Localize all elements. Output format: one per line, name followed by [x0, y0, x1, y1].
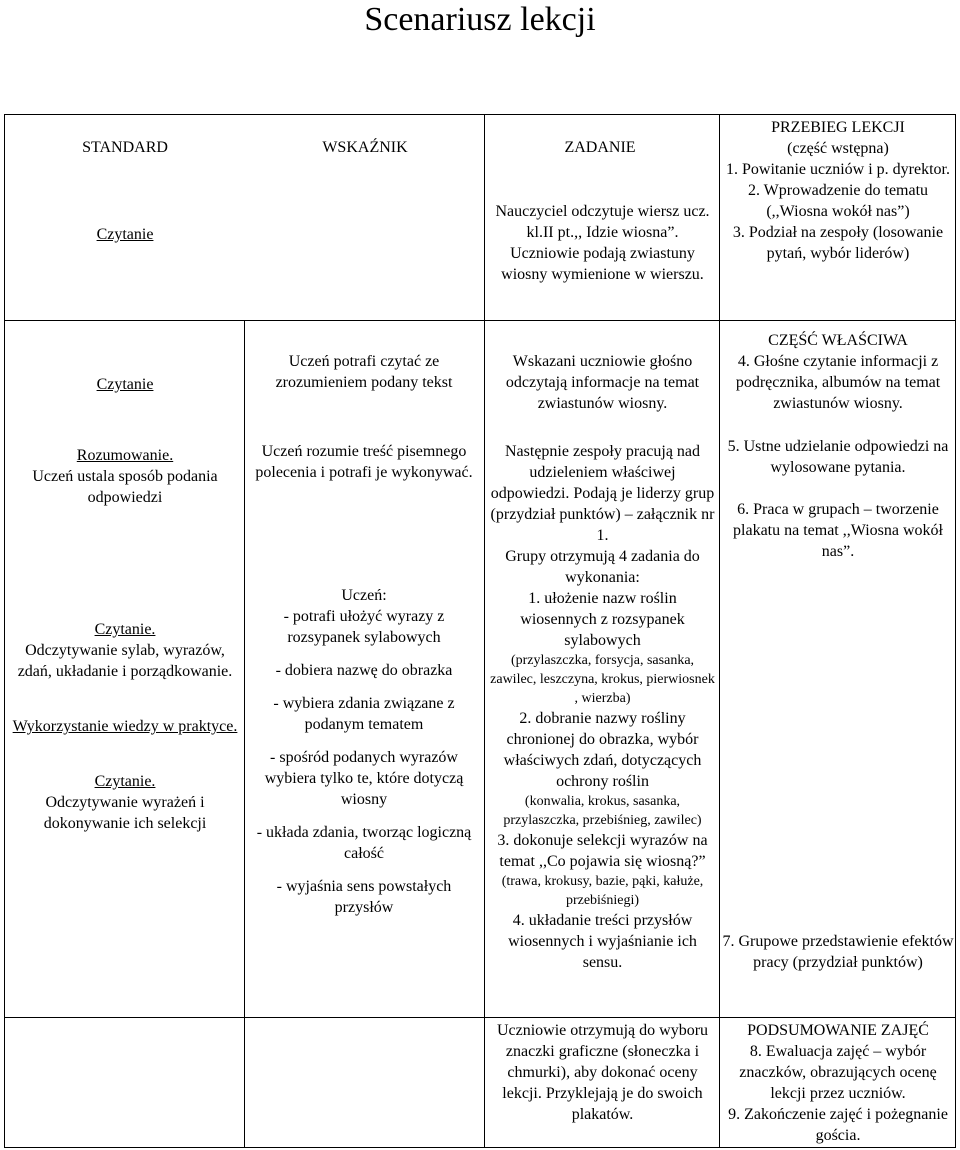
zadanie-1: Wskazani uczniowie głośno odczytają informacje na temat zwiastunów wiosny.	[505, 353, 700, 412]
row2-zadanie-col	[490, 351, 715, 973]
wskaznik-3-item: - spośród podanych wyrazów wybiera tylko te, które dotyczą wiosny	[264, 749, 464, 808]
przebieg-item-4: 4. Głośne czytanie informacji z podręcznika, albumów na temat zwiastunów wiosny.	[735, 353, 941, 412]
table-border-left	[4, 114, 5, 1148]
przebieg-item-8: 8. Ewaluacja zajęć – wybór znaczków, obrazujących ocenę lekcji przez uczniów.	[739, 1043, 937, 1102]
table-column-divider	[244, 320, 245, 1148]
row1-standard: Czytanie	[96, 226, 154, 243]
przebieg-podsumowanie: PODSUMOWANIE ZAJĘĆ	[747, 1022, 929, 1039]
zadanie-3-task-2: 2. dobranie nazwy rośliny chronionej do obrazka, wybór właściwych zdań, dotyczących ochrony roślin	[503, 710, 702, 790]
header-zadanie: ZADANIE	[564, 139, 636, 156]
row2-wskaznik-col	[250, 351, 478, 918]
table-border-right	[955, 114, 956, 1148]
wskaznik-2: Uczeń rozumie treść pisemnego polecenia i potrafi je wykonywać.	[255, 443, 473, 481]
standard-czytanie-3-desc: Odczytywanie wyrażeń i dokonywanie ich selekcji	[43, 794, 207, 832]
standard-rozumowanie: Rozumowanie.	[76, 447, 174, 464]
przebieg-intro	[722, 117, 954, 264]
zadanie-3-task-3: 3. dokonuje selekcji wyrazów na temat ,,Co pojawia się wiosną?”	[497, 832, 708, 870]
zadanie-3-intro: Grupy otrzymują 4 zadania do wykonania:	[505, 548, 700, 586]
table-border-bottom	[4, 1147, 956, 1148]
przebieg-item-7: 7. Grupowe przedstawienie efektów pracy (przydział punktów)	[722, 933, 954, 971]
wskaznik-3-item: - układa zdania, tworząc logiczną całość	[256, 824, 472, 862]
wskaznik-3-item: - wybiera zdania związane z podanym tematem	[273, 695, 455, 733]
zadanie-3-task-1-note: (przylaszczka, forsycja, sasanka, zawilec, leszczyna, krokus, pierwiosnek , wierzba)	[490, 653, 715, 706]
przebieg-item-9: 9. Zakończenie zajęć i pożegnanie gościa.	[728, 1106, 948, 1144]
przebieg-czesc-wlasciwa: CZĘŚĆ WŁAŚCIWA	[768, 332, 908, 349]
wskaznik-3-item: - potrafi ułożyć wyrazy z rozsypanek sylabowych	[283, 608, 445, 646]
table-row-divider	[4, 1017, 956, 1018]
zadanie-3-task-4: 4. układanie treści przysłów wiosennych i wyjaśnianie ich sensu.	[508, 912, 697, 971]
przebieg-item-3: 3. Podział na zespoły (losowanie pytań, wybór liderów)	[732, 224, 944, 262]
zadanie-2: Następnie zespoły pracują nad udzieleniem właściwej odpowiedzi. Podają je liderzy grup (przydział punktów) – załącznik nr 1.	[490, 443, 715, 544]
row3-zadanie: Uczniowie otrzymują do wyboru znaczki graficzne (słoneczka i chmurki), aby dokonać oceny lekcji. Przyklejają je do swoich plakatów.	[496, 1022, 709, 1123]
zadanie-3-task-3-note: (trawa, krokusy, bazie, pąki, kałuże, przebiśniegi)	[501, 874, 704, 908]
page-title: Scenariusz lekcji	[364, 1, 596, 38]
table-border-top	[4, 114, 956, 115]
row2-standard-col	[8, 374, 242, 834]
standard-rozumowanie-desc: Uczeń ustala sposób podania odpowiedzi	[32, 468, 218, 506]
wskaznik-3-item: - wyjaśnia sens powstałych przysłów	[276, 878, 452, 916]
zadanie-3-task-1: 1. ułożenie nazw roślin wiosennych z rozsypanek sylabowych	[520, 590, 685, 649]
wskaznik-3-item: - dobiera nazwę do obrazka	[275, 662, 453, 679]
wskaznik-3-head: Uczeń:	[341, 587, 387, 604]
przebieg-item-2: 2. Wprowadzenie do tematu (,,Wiosna wokół nas”)	[747, 182, 929, 220]
standard-wykorzystanie: Wykorzystanie wiedzy w praktyce.	[12, 718, 238, 735]
row3-przebieg-col	[722, 1020, 954, 1146]
row1-zadanie: Nauczyciel odczytuje wiersz ucz. kl.II pt.,, Idzie wiosna”. Uczniowie podają zwiastuny wiosny wymienione w wierszu.	[495, 203, 710, 283]
wskaznik-1: Uczeń potrafi czytać ze zrozumieniem podany tekst	[275, 353, 453, 391]
standard-czytanie-3: Czytanie.	[94, 773, 156, 790]
row2-przebieg-col	[722, 330, 954, 562]
table-column-divider	[719, 114, 720, 1148]
header-wskaznik: WSKAŹNIK	[322, 139, 408, 156]
przebieg-subheading: (część wstępna)	[787, 140, 889, 157]
standard-czytanie-2: Czytanie.	[94, 621, 156, 638]
przebieg-item-5: 5. Ustne udzielanie odpowiedzi na wylosowane pytania.	[727, 438, 949, 476]
table-row-divider	[4, 320, 956, 321]
header-przebieg: PRZEBIEG LEKCJI	[771, 119, 905, 136]
przebieg-item-1: 1. Powitanie uczniów i p. dyrektor.	[726, 161, 950, 178]
standard-czytanie: Czytanie	[96, 376, 154, 393]
table-column-divider	[484, 114, 485, 1148]
header-standard: STANDARD	[82, 139, 168, 156]
przebieg-item-6: 6. Praca w grupach – tworzenie plakatu na temat ,,Wiosna wokół nas”.	[733, 501, 943, 560]
standard-czytanie-2-desc: Odczytywanie sylab, wyrazów, zdań, układanie i porządkowanie.	[17, 642, 233, 680]
zadanie-3-task-2-note: (konwalia, krokus, sasanka, przylaszczka, przebiśnieg, zawilec)	[503, 794, 702, 828]
